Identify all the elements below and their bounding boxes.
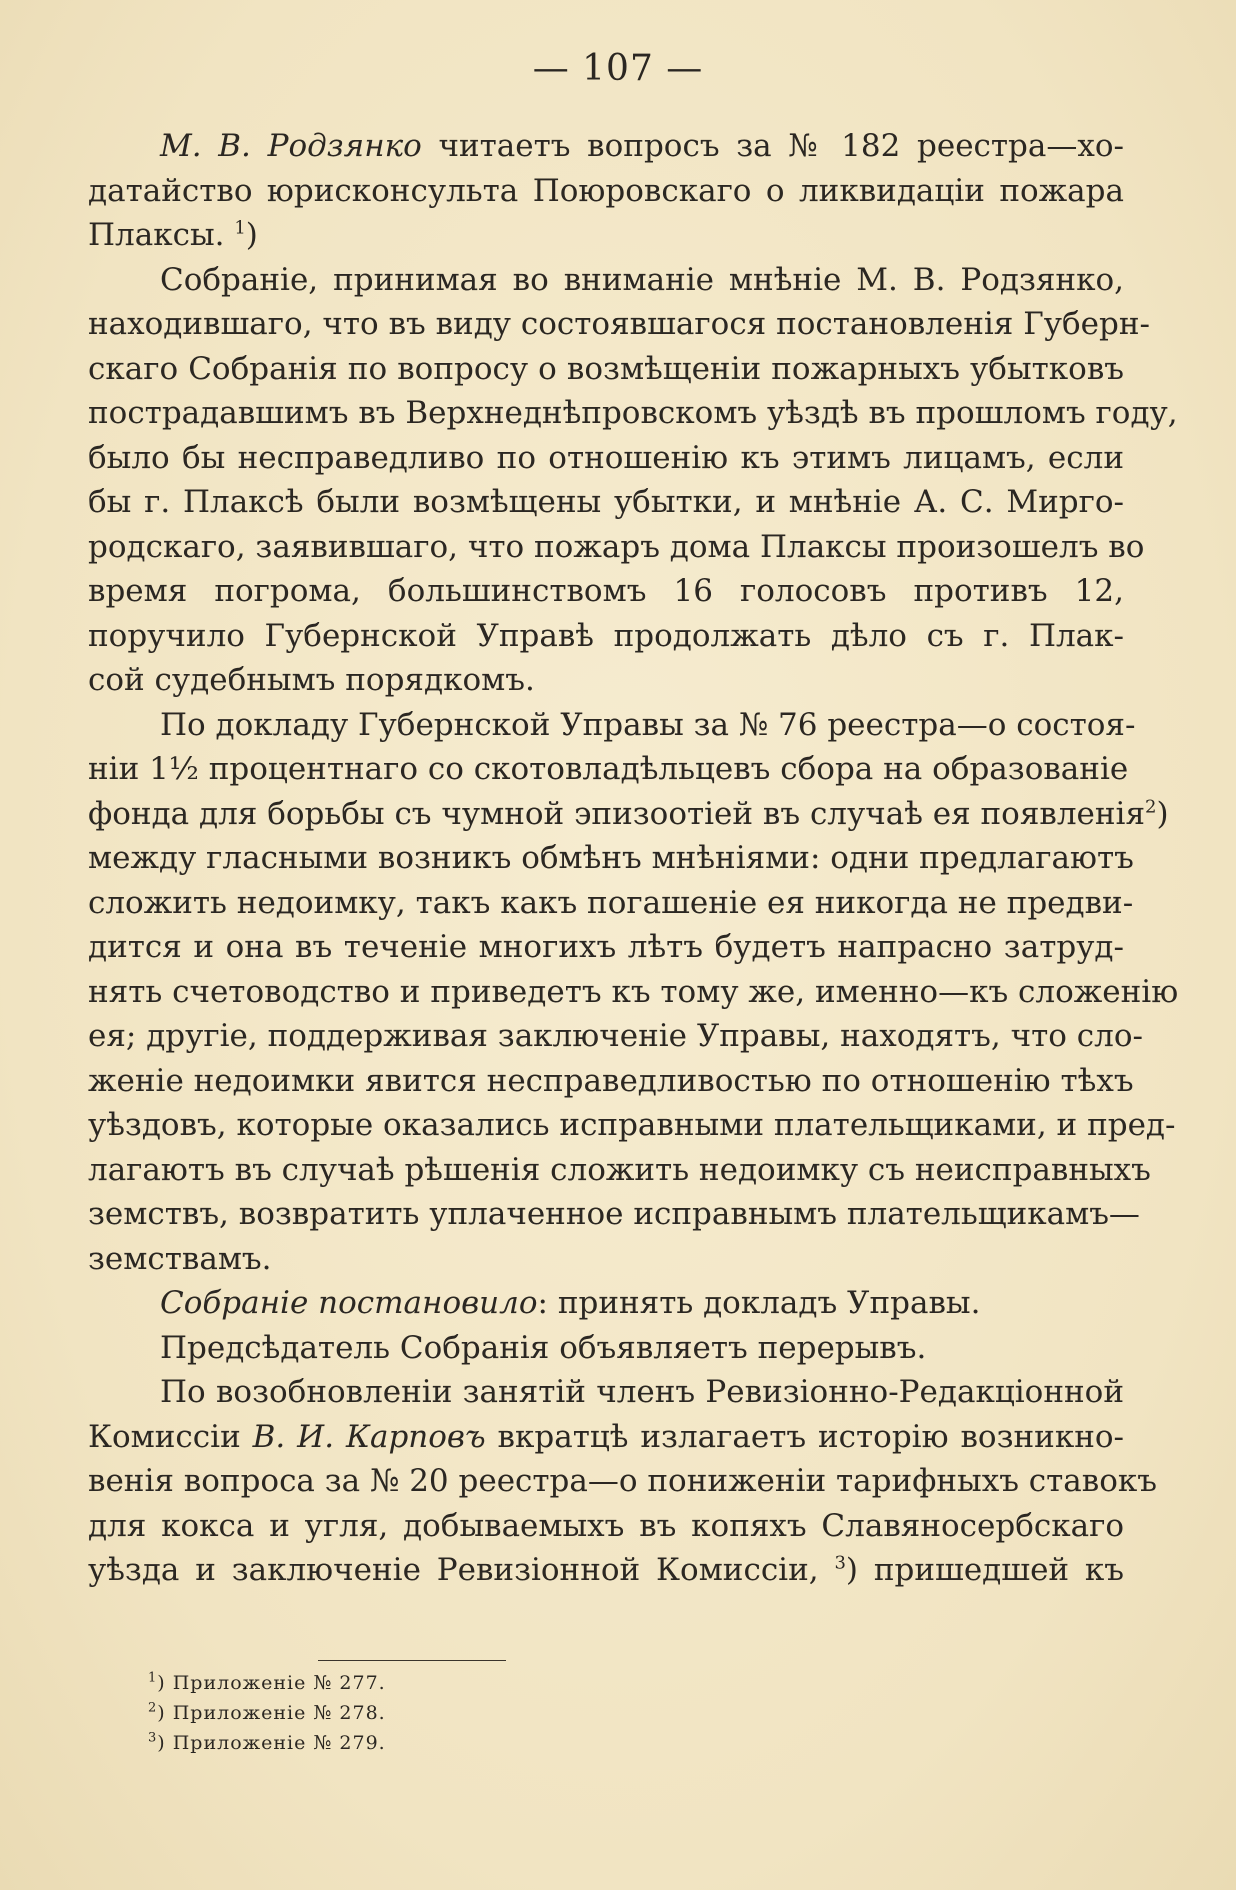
text-run: читаетъ вопросъ за № 182 реестра—хо- bbox=[421, 128, 1124, 164]
text-line bbox=[88, 1548, 1124, 1593]
text-line bbox=[88, 1059, 1134, 1104]
footnote-mark: 2 bbox=[148, 1700, 158, 1716]
text-line bbox=[88, 1192, 1140, 1237]
text-run: земствамъ. bbox=[88, 1240, 272, 1277]
footnote-reference: 1 bbox=[234, 217, 246, 239]
footnote bbox=[148, 1668, 386, 1698]
italic-name: В. И. Карповъ bbox=[252, 1418, 486, 1455]
text-line bbox=[88, 480, 1124, 525]
text-run: скаго Собранія по вопросу о возмѣщеніи пожарныхъ убытковъ bbox=[88, 350, 1124, 387]
text-line bbox=[88, 569, 1124, 614]
text-run: уѣзда и заключеніе Ревизіонной Комиссіи, bbox=[88, 1552, 835, 1588]
text-run: лагаютъ въ случаѣ рѣшенія сложить недоимку съ неисправныхъ bbox=[88, 1151, 1151, 1188]
text-line bbox=[88, 1237, 1124, 1282]
text-line bbox=[88, 881, 1134, 926]
text-run: нять счетоводство и приведетъ къ тому же, именно—къ сложенію bbox=[88, 973, 1179, 1010]
text-run: время погрома, большинствомъ 16 голосовъ противъ 12, bbox=[88, 573, 1124, 609]
text-line bbox=[88, 1103, 1176, 1148]
text-line bbox=[88, 1326, 1124, 1371]
text-run: сой судебнымъ порядкомъ. bbox=[88, 662, 535, 698]
text-line bbox=[88, 836, 1134, 881]
footnote-reference: 3 bbox=[834, 1552, 846, 1574]
text-run: между гласными возникъ обмѣнъ мнѣніями: одни предлагаютъ bbox=[88, 840, 1134, 876]
footnotes bbox=[148, 1668, 386, 1758]
footnote-text: ) Приложеніе № 279. bbox=[157, 1732, 386, 1754]
italic-name: Собраніе постановило bbox=[160, 1285, 538, 1321]
text-run: датайство юрисконсульта Поюровскаго о ликвидаціи пожара bbox=[88, 172, 1124, 209]
text-line bbox=[88, 1014, 1143, 1059]
text-run: Собраніе, принимая во вниманіе мнѣніе М. В. Родзянко, bbox=[160, 261, 1124, 298]
page-number: — 107 — bbox=[532, 48, 704, 89]
footnote-mark: 3 bbox=[148, 1730, 158, 1746]
text-run: вкратцѣ излагаетъ исторію возникно- bbox=[485, 1418, 1124, 1455]
text-run: Предсѣдатель Собранія объявляетъ перерывъ. bbox=[160, 1329, 927, 1366]
footnote-text: ) Приложеніе № 277. bbox=[157, 1672, 386, 1694]
text-line bbox=[88, 169, 1124, 214]
text-line bbox=[88, 124, 1124, 169]
footnote-reference: 2 bbox=[1145, 796, 1157, 818]
text-run: бы г. Плаксѣ были возмѣщены убытки, и мнѣніе А. С. Мирго- bbox=[88, 484, 1124, 520]
text-line bbox=[88, 658, 1124, 703]
text-run: ) bbox=[1156, 795, 1169, 832]
text-run: ея; другіе, поддерживая заключеніе Управы, находятъ, что сло- bbox=[88, 1018, 1143, 1054]
body-text bbox=[88, 124, 1179, 1593]
text-line bbox=[88, 1415, 1124, 1460]
italic-name: М. В. Родзянко bbox=[160, 128, 422, 164]
text-run: пострадавшимъ въ Верхнеднѣпровскомъ уѣздѣ въ прошломъ году, bbox=[88, 395, 1178, 431]
text-run: фонда для борьбы съ чумной эпизоотіей въ случаѣ ея появленія bbox=[88, 795, 1146, 832]
text-run: для кокса и угля, добываемыхъ въ копяхъ Славяносербскаго bbox=[88, 1507, 1124, 1544]
text-line bbox=[88, 302, 1150, 347]
text-line bbox=[88, 614, 1124, 659]
text-line bbox=[88, 391, 1178, 436]
footnote-mark: 1 bbox=[148, 1670, 158, 1686]
text-line bbox=[88, 792, 1169, 837]
text-run: ніи 1½ процентнаго со скотовладѣльцевъ сбора на образованіе bbox=[88, 751, 1129, 787]
text-line bbox=[88, 1281, 1124, 1326]
footnote bbox=[148, 1728, 386, 1758]
text-run: : принять докладъ Управы. bbox=[537, 1285, 981, 1321]
text-line bbox=[88, 525, 1145, 570]
text-run: уѣздовъ, которые оказались исправными плательщиками, и пред- bbox=[88, 1107, 1176, 1143]
text-run: было бы несправедливо по отношенію къ этимъ лицамъ, если bbox=[88, 439, 1124, 476]
text-line bbox=[88, 213, 1124, 258]
text-line bbox=[88, 747, 1129, 792]
text-line bbox=[88, 258, 1124, 303]
text-line bbox=[88, 703, 1136, 748]
text-line bbox=[88, 925, 1124, 970]
text-run: сложить недоимку, такъ какъ погашеніе ея никогда не предви- bbox=[88, 884, 1134, 921]
text-run: женіе недоимки явится несправедливостью по отношенію тѣхъ bbox=[88, 1062, 1134, 1099]
text-run: поручило Губернской Управѣ продолжать дѣло съ г. Плак- bbox=[88, 617, 1124, 654]
text-line bbox=[88, 1459, 1158, 1504]
text-line bbox=[88, 1148, 1151, 1193]
text-run: ) bbox=[245, 217, 258, 253]
footnote bbox=[148, 1698, 386, 1728]
text-run: По возобновленіи занятій членъ Ревизіонно-Редакціонной bbox=[160, 1374, 1124, 1410]
text-run: земствъ, возвратить уплаченное исправнымъ плательщикамъ— bbox=[88, 1196, 1140, 1232]
text-line bbox=[88, 970, 1179, 1015]
text-run: родскаго, заявившаго, что пожаръ дома Плаксы произошелъ во bbox=[88, 528, 1145, 565]
text-run: венія вопроса за № 20 реестра—о пониженіи тарифныхъ ставокъ bbox=[88, 1463, 1158, 1499]
text-run: Плаксы. bbox=[88, 217, 235, 253]
footnote-divider bbox=[318, 1660, 506, 1661]
footnote-text: ) Приложеніе № 278. bbox=[157, 1702, 386, 1724]
text-line bbox=[88, 1504, 1124, 1549]
text-run: находившаго, что въ виду состоявшагося постановленія Губерн- bbox=[88, 306, 1150, 342]
text-line bbox=[88, 1370, 1124, 1415]
text-run: Комиссіи bbox=[88, 1418, 253, 1455]
text-run: По докладу Губернской Управы за № 76 реестра—о состоя- bbox=[160, 706, 1136, 743]
text-run: дится и она въ теченіе многихъ лѣтъ будетъ напрасно затруд- bbox=[88, 929, 1124, 965]
text-line bbox=[88, 347, 1124, 392]
text-run: ) пришедшей къ bbox=[845, 1552, 1124, 1588]
text-line bbox=[88, 436, 1124, 481]
